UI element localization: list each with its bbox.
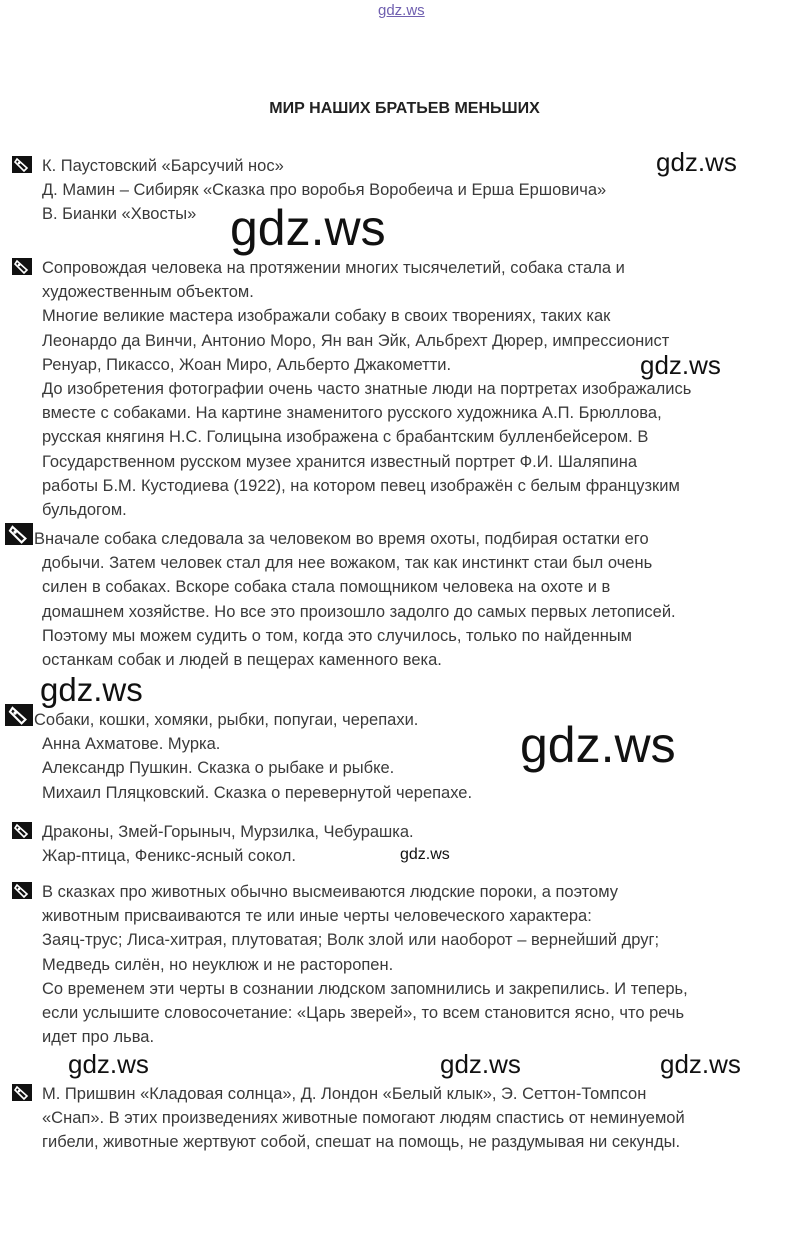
pen-nib-icon <box>5 704 33 726</box>
watermark: gdz.ws <box>40 671 143 708</box>
text-line: если услышите словосочетание: «Царь зверей», то всем становится ясно, что речь <box>42 1004 685 1023</box>
text-line: Михаил Пляцковский. Сказка о перевернутой черепахе. <box>42 783 473 802</box>
text-line: гибели, животные жертвуют собой, спешат на помощь, не раздумывая ни секунды. <box>42 1133 681 1152</box>
text-line: До изобретения фотографии очень часто знатные люди на портретах изображались <box>42 380 692 399</box>
text-line: Александр Пушкин. Сказка о рыбаке и рыбке. <box>42 759 395 778</box>
text-line: Жар-птица, Феникс-ясный сокол. <box>42 847 296 866</box>
watermark: gdz.ws <box>440 1049 521 1079</box>
text-line: Медведь силён, но неуклюж и не расторопен. <box>42 955 394 974</box>
watermark: gdz.ws <box>520 717 676 773</box>
pen-nib-icon <box>12 882 32 899</box>
text-line: идет про льва. <box>42 1028 155 1047</box>
text-line: животным присваиваются те или иные черты человеческого характера: <box>42 907 592 926</box>
text-line: Д. Мамин – Сибиряк «Сказка про воробья Воробеича и Ерша Ершовича» <box>42 181 607 200</box>
text-line: Сопровождая человека на протяжении многих тысячелетий, собака стала и <box>42 259 625 277</box>
text-line: художественным объектом. <box>42 283 254 302</box>
watermark: gdz.ws <box>660 1049 741 1079</box>
text-line: Государственном русском музее хранится известный портрет Ф.И. Шаляпина <box>42 452 638 471</box>
text-line: Многие великие мастера изображали собаку в своих творениях, таких как <box>42 307 611 326</box>
pen-nib-icon <box>5 523 33 545</box>
text-line: В сказках про животных обычно высмеиваются людские пороки, а поэтому <box>42 883 618 901</box>
text-line: Со временем эти черты в сознании людском запомнились и закрепились. И теперь, <box>42 979 688 998</box>
text-line: работы Б.М. Кустодиева (1922), на котором певец изображён с белым французким <box>42 476 680 495</box>
watermark: gdz.ws <box>400 846 450 863</box>
text-line: бульдогом. <box>42 501 127 520</box>
pen-nib-icon <box>12 1084 32 1101</box>
watermark-top: gdz.ws <box>378 2 425 19</box>
text-line: Драконы, Змей-Горыныч, Мурзилка, Чебурашка. <box>42 823 414 841</box>
text-line: добычи. Затем человек стал для нее вожаком, так как инстинкт стаи был очень <box>42 554 653 573</box>
text-line: В. Бианки «Хвосты» <box>42 205 197 224</box>
text-line: Поэтому мы можем судить о том, когда это случилось, только по найденным <box>42 626 633 645</box>
watermark: gdz.ws <box>640 350 721 380</box>
text-line: К. Паустовский «Барсучий нос» <box>42 157 284 175</box>
text-line: М. Пришвин «Кладовая солнца», Д. Лондон «Белый клык», Э. Сеттон-Томпсон <box>42 1085 647 1103</box>
text-line: домашнем хозяйстве. Но все это произошло задолго до самых первых летописей. <box>42 602 676 621</box>
text-line: Вначале собака следовала за человеком во время охоты, подбирая остатки его <box>34 530 649 548</box>
page-title: МИР НАШИХ БРАТЬЕВ МЕНЬШИХ <box>269 100 540 117</box>
text-line: силен в собаках. Вскоре собака стала помощником человека на охоте и в <box>42 578 611 597</box>
pen-nib-icon <box>12 822 32 839</box>
text-line: вместе с собаками. На картине знаменитого русского художника А.П. Брюллова, <box>42 404 662 423</box>
pen-nib-icon <box>12 156 32 173</box>
watermark: gdz.ws <box>68 1049 149 1079</box>
text-line: «Снап». В этих произведениях животные помогают людям спастись от неминуемой <box>42 1109 685 1128</box>
text-line: Ренуар, Пикассо, Жоан Миро, Альберто Джакометти. <box>42 355 452 374</box>
watermark: gdz.ws <box>230 200 386 256</box>
text-line: Леонардо да Винчи, Антонио Моро, Ян ван Эйк, Альбрехт Дюрер, импрессионист <box>42 331 670 350</box>
text-line: русская княгиня Н.С. Голицына изображена с брабантским булленбейсером. В <box>42 428 649 447</box>
text-line: Анна Ахматове. Мурка. <box>42 735 221 754</box>
watermark: gdz.ws <box>656 147 737 177</box>
pen-nib-icon <box>12 258 32 275</box>
text-line: Собаки, кошки, хомяки, рыбки, попугаи, черепахи. <box>34 711 419 729</box>
text-line: останкам собак и людей в пещерах каменного века. <box>42 651 442 670</box>
text-line: Заяц-трус; Лиса-хитрая, плутоватая; Волк злой или наоборот – вернейший друг; <box>42 931 660 950</box>
